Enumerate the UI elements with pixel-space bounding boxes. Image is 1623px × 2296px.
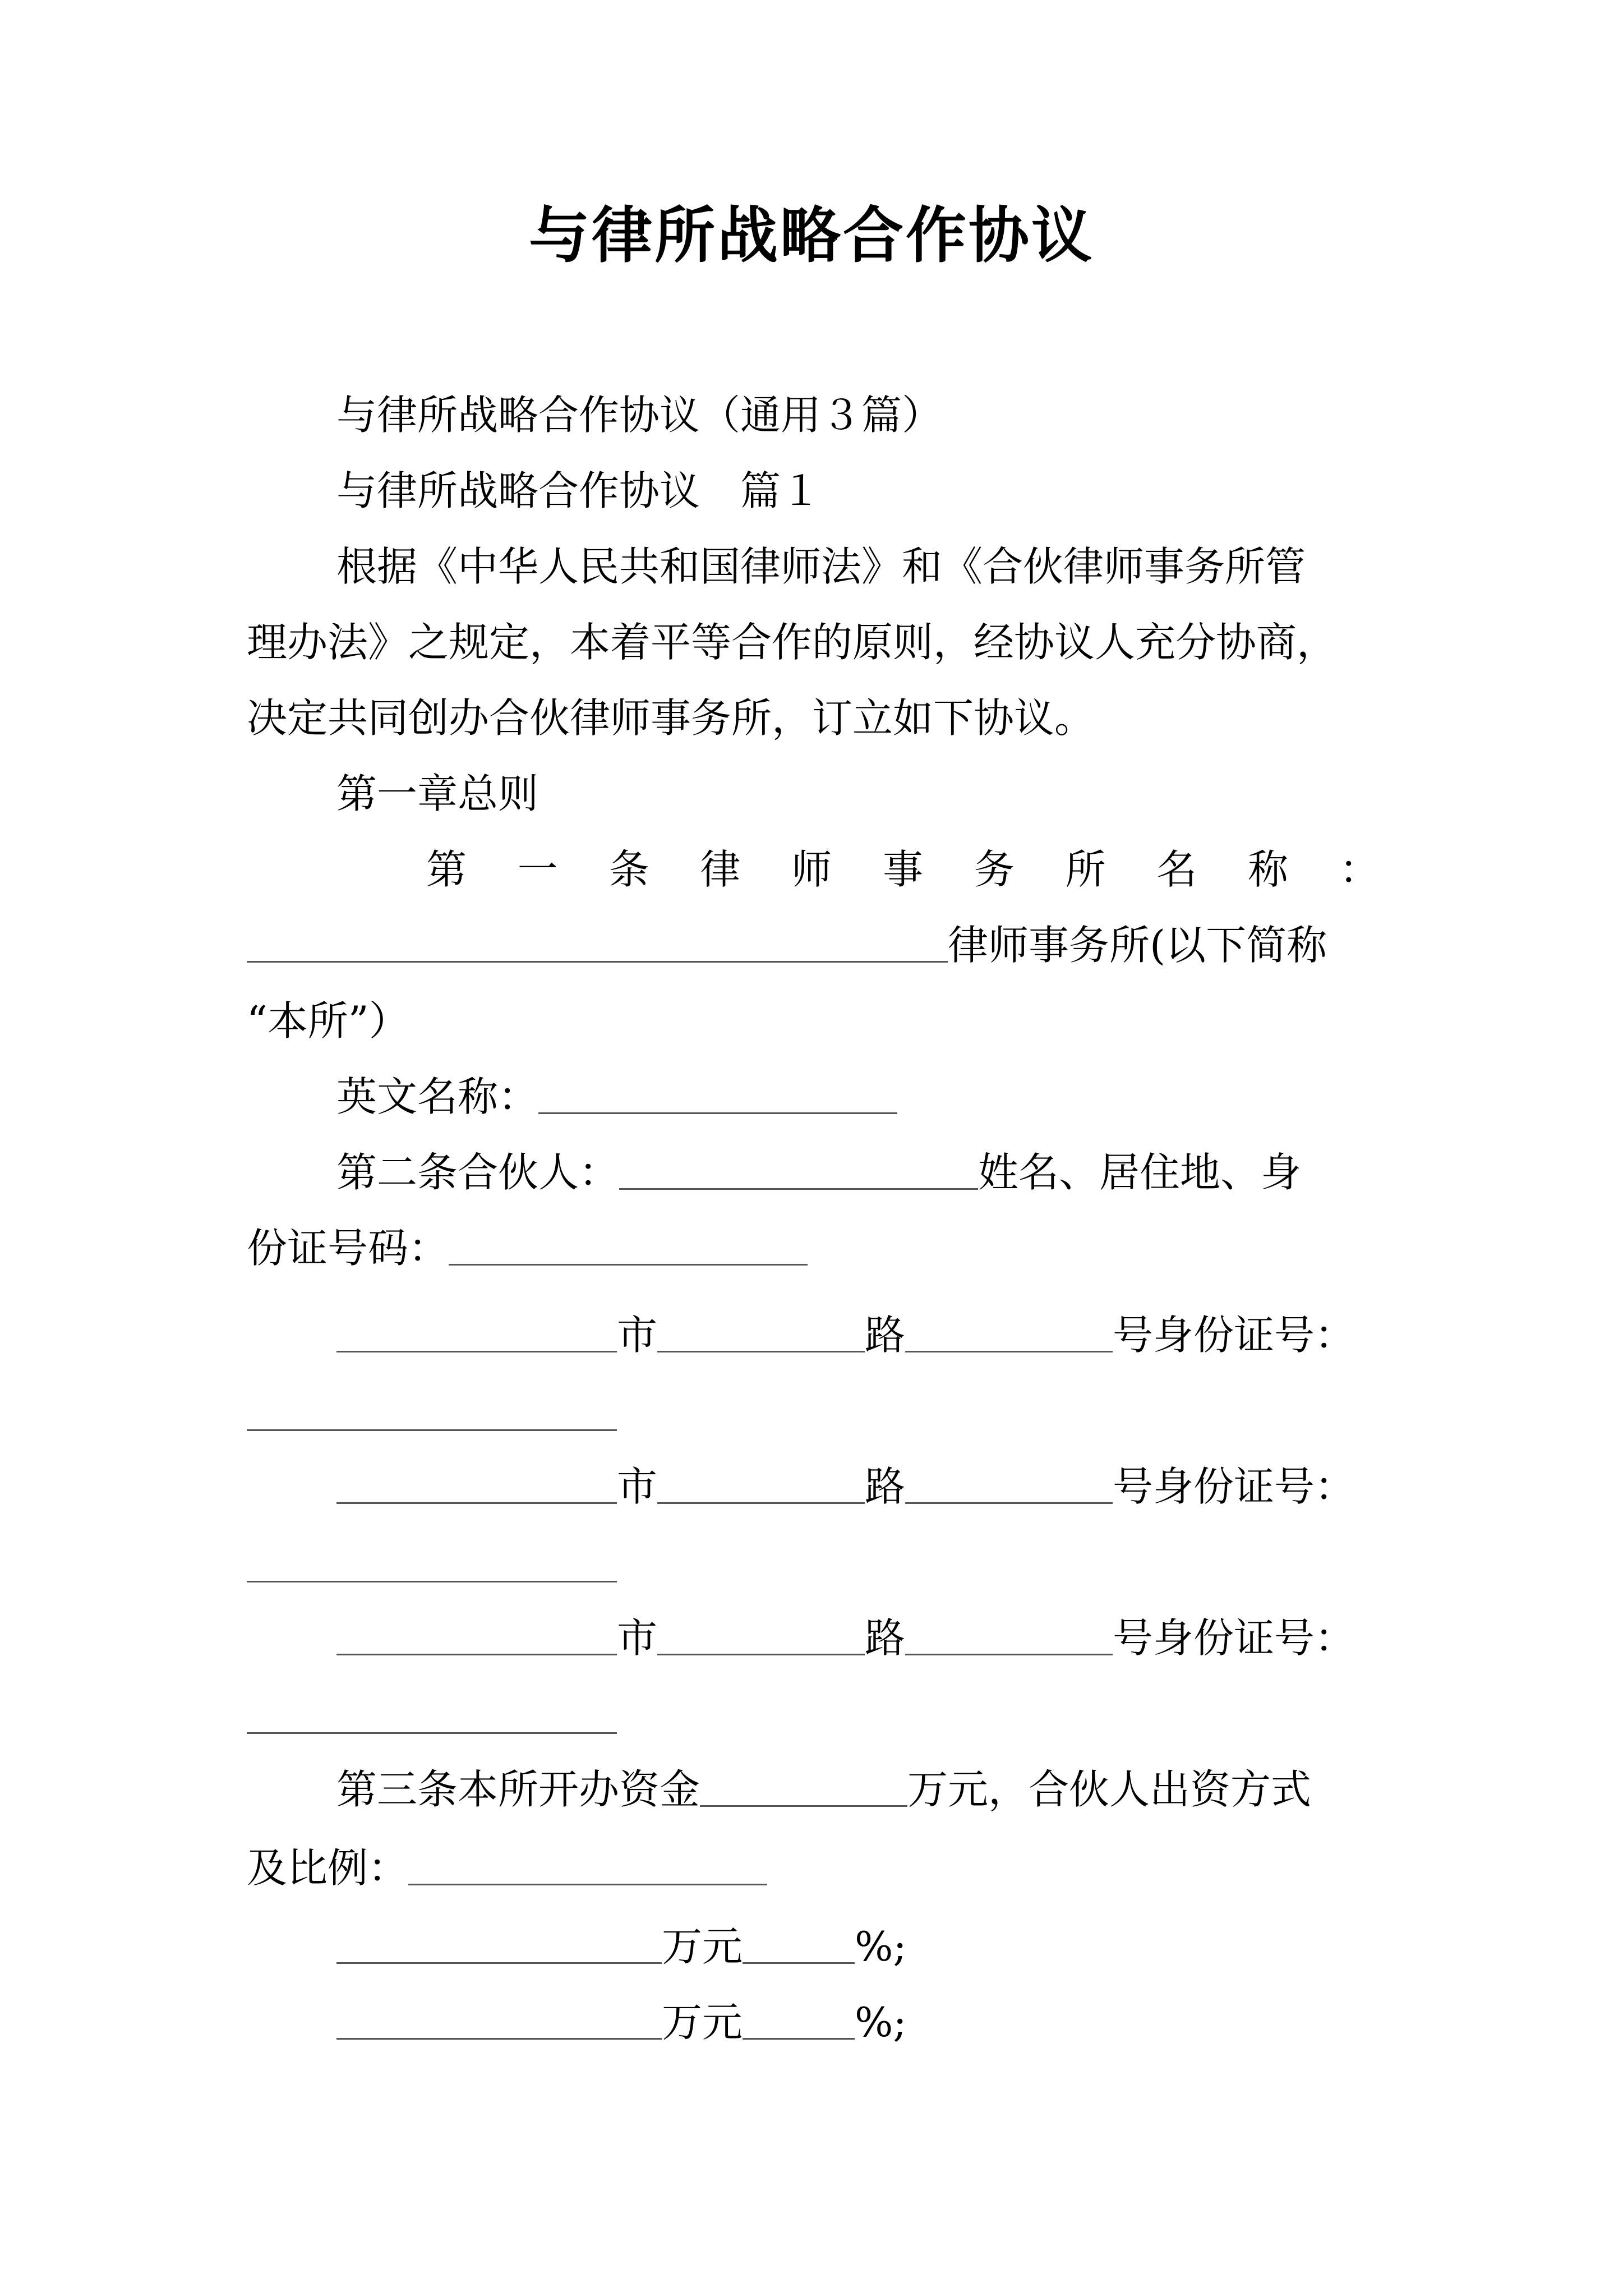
partner-id-line (247, 1537, 617, 1593)
article-3-line (247, 1840, 767, 1896)
article-text: 律师事务所(以下简称 (948, 922, 1327, 969)
fill-in-blank (247, 1693, 617, 1734)
road-label: 路 (865, 1614, 906, 1662)
fill-in-blank (538, 1073, 897, 1114)
road-label: 路 (865, 1463, 906, 1510)
article-char: 师 (791, 846, 832, 893)
id-label: 号身份证号： (1113, 1614, 1355, 1662)
fill-in-blank (408, 1844, 767, 1885)
capital-share-line (336, 1918, 907, 1975)
fill-in-blank (743, 1999, 855, 2040)
fill-in-blank (449, 1225, 808, 1266)
partner-address-line (336, 1307, 1355, 1363)
percent-label: %; (855, 1923, 907, 1970)
english-name-line (336, 1069, 897, 1125)
fill-in-blank (247, 1542, 617, 1582)
article-1-line (247, 917, 1327, 973)
article-char: 所 (1065, 846, 1106, 893)
id-label: 号身份证号： (1113, 1463, 1355, 1510)
road-label: 路 (865, 1312, 906, 1359)
fill-in-blank (657, 1312, 865, 1352)
id-label: 号身份证号： (1113, 1312, 1355, 1359)
document-title: 与律所战略合作协议 (528, 200, 1094, 271)
amount-unit: 万元 (662, 1923, 743, 1970)
amount-unit: 万元 (662, 1999, 743, 2046)
fill-in-blank (247, 922, 948, 963)
fill-in-blank (619, 1149, 978, 1190)
fill-in-blank (657, 1463, 865, 1504)
capital-share-line (336, 1994, 907, 2050)
article-char: 名 (1156, 846, 1197, 893)
article-3-line (336, 1761, 1311, 1818)
city-label: 市 (617, 1463, 658, 1510)
fill-in-blank (905, 1463, 1113, 1504)
article-text: 第三条本所开办资金 (336, 1766, 700, 1813)
subtitle: 与律所战略合作协议（通用３篇） (336, 392, 943, 439)
article-char: 第 (426, 846, 467, 893)
percent-label: %; (855, 1999, 907, 2046)
article-1-line: “本所”） (247, 997, 409, 1045)
city-label: 市 (617, 1312, 658, 1359)
fill-in-blank (336, 1923, 662, 1964)
article-1-heading (426, 841, 1380, 898)
article-text: 万元，合伙人出资方式 (907, 1766, 1312, 1813)
fill-in-blank (247, 1390, 617, 1431)
fill-in-blank (336, 1999, 662, 2040)
chapter-heading: 第一章总则 (336, 770, 539, 817)
paragraph-line: 根据《中华人民共和国律师法》和《合伙律师事务所管 (336, 543, 1306, 590)
article-char: 事 (882, 846, 923, 893)
article-char: 条 (608, 846, 649, 893)
field-label: 英文名称： (336, 1073, 539, 1120)
article-char: ： (1339, 846, 1380, 893)
partner-address-line (336, 1610, 1355, 1666)
article-char: 务 (974, 846, 1015, 893)
partner-id-line (247, 1386, 617, 1442)
article-char: 律 (700, 846, 741, 893)
article-2-line (247, 1220, 808, 1276)
partner-id-line (247, 1688, 617, 1745)
fill-in-blank (336, 1614, 617, 1655)
fill-in-blank (336, 1312, 617, 1352)
paragraph-line: 理办法》之规定，本着平等合作的原则，经协议人充分协商， (247, 619, 1338, 666)
article-char: 称 (1248, 846, 1289, 893)
article-text: 姓名、居住地、身 (978, 1149, 1302, 1196)
article-char: 一 (517, 846, 558, 893)
city-label: 市 (617, 1614, 658, 1662)
fill-in-blank (700, 1766, 907, 1807)
fill-in-blank (905, 1312, 1113, 1352)
paragraph-line: 决定共同创办合伙律师事务所，订立如下协议。 (247, 694, 1095, 742)
fill-in-blank (743, 1923, 855, 1964)
fill-in-blank (336, 1463, 617, 1504)
fill-in-blank (905, 1614, 1113, 1655)
field-label: 份证号码： (247, 1225, 449, 1272)
section-heading: 与律所战略合作协议 篇１ (336, 467, 822, 514)
field-label: 及比例： (247, 1844, 409, 1892)
fill-in-blank (657, 1614, 865, 1655)
article-2-line (336, 1144, 1301, 1200)
partner-address-line (336, 1458, 1355, 1515)
field-label: 第二条合伙人： (336, 1149, 620, 1196)
